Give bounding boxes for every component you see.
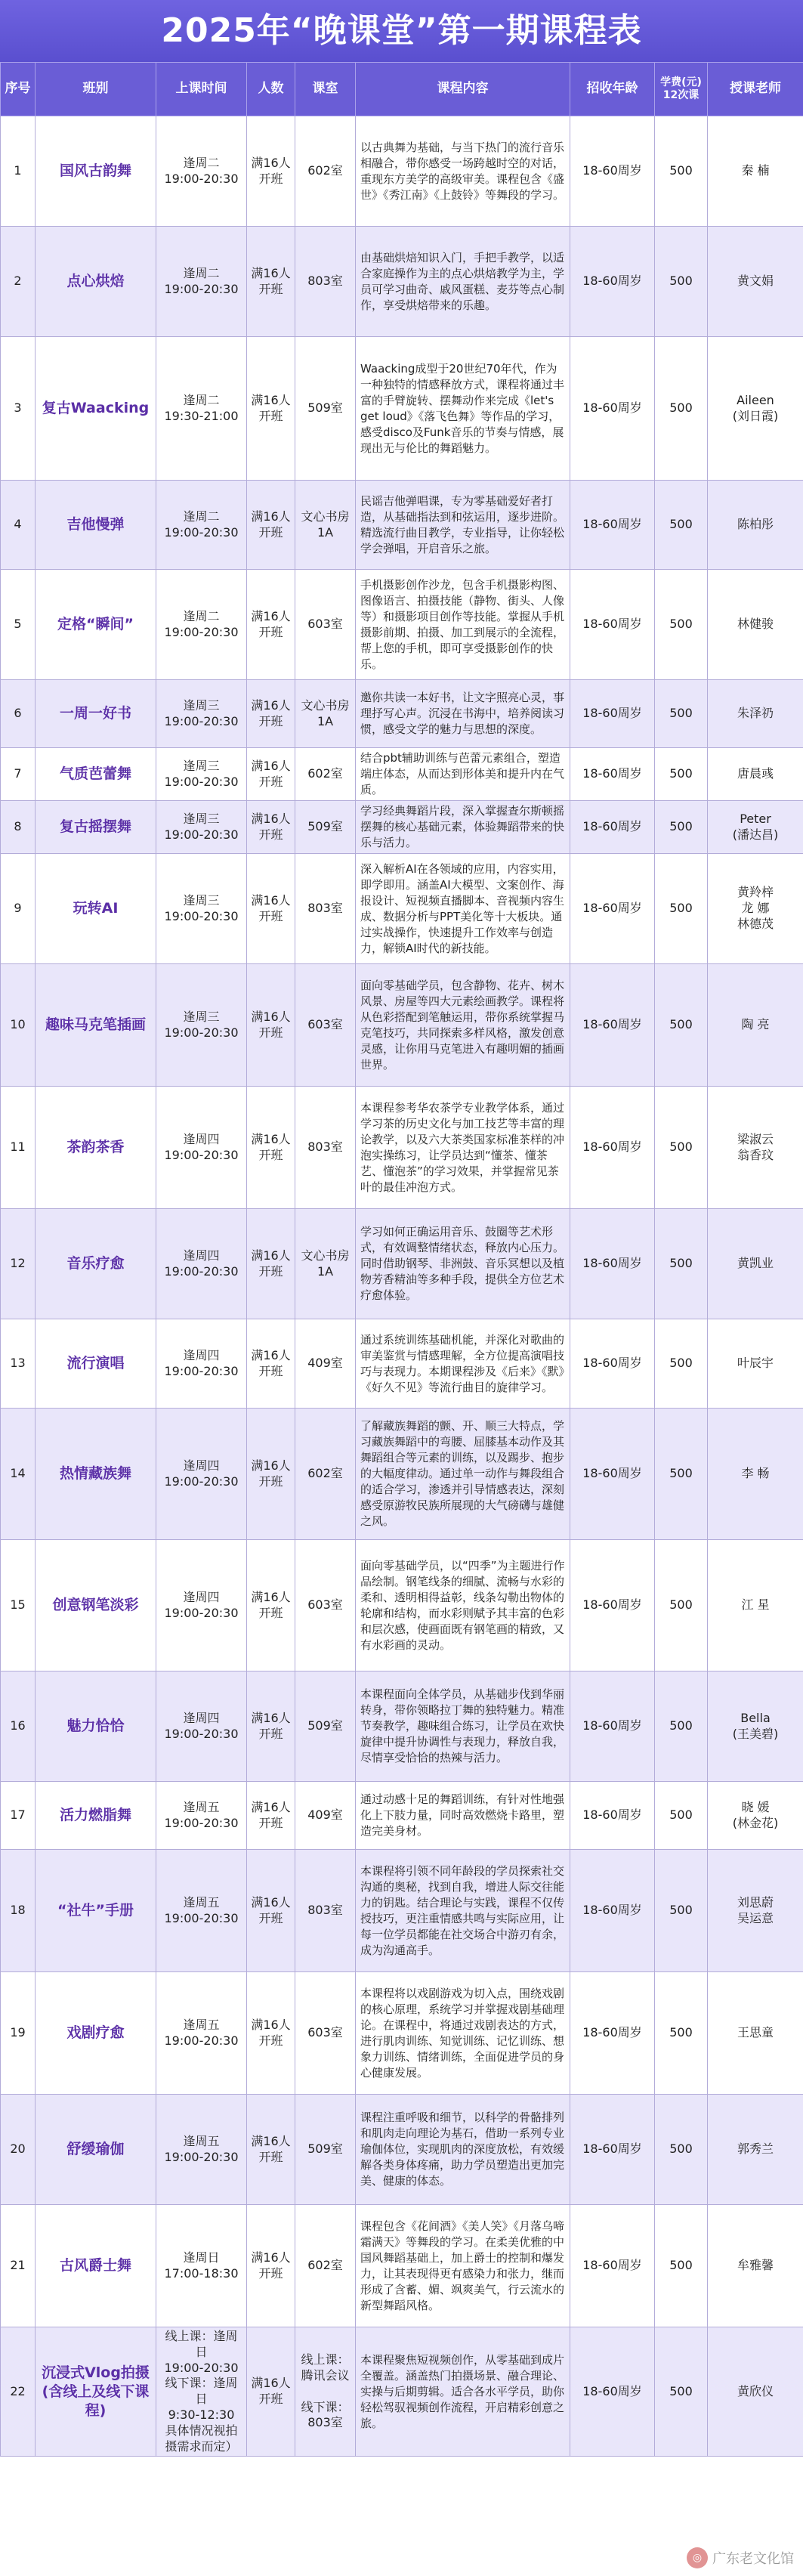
table-row bbox=[1, 337, 803, 481]
table-row bbox=[1, 748, 803, 801]
class-age: 18-60周岁 bbox=[570, 337, 655, 481]
class-capacity: 满16人 开班 bbox=[247, 570, 295, 680]
class-room: 602室 bbox=[295, 1409, 356, 1540]
class-content: 课程包含《花间酒》《美人笑》《月落乌啼霜满天》等舞段的学习。在柔美优雅的中国风舞蹈基础上，加上爵士的控制和爆发力，让其表现得更有感染力和张力，继而形成了含蓄、媚、飒爽美气，行云流水的新型舞蹈风格。 bbox=[356, 2205, 570, 2327]
class-age: 18-60周岁 bbox=[570, 1850, 655, 1972]
class-room: 509室 bbox=[295, 801, 356, 854]
class-name: 复古Waacking bbox=[36, 337, 156, 481]
table-row bbox=[1, 2095, 803, 2205]
class-time: 逢周四 19:00-20:30 bbox=[156, 1540, 247, 1671]
class-fee: 500 bbox=[655, 1319, 708, 1409]
watermark-logo-icon: ◎ bbox=[687, 2547, 708, 2568]
class-name: 一周一好书 bbox=[36, 680, 156, 748]
class-name: 沉浸式Vlog拍摄 (含线上及线下课程) bbox=[36, 2327, 156, 2457]
class-capacity: 满16人 开班 bbox=[247, 2205, 295, 2327]
class-room: 409室 bbox=[295, 1782, 356, 1850]
class-teacher: 陶 亮 bbox=[708, 964, 803, 1087]
class-time: 逢周四 19:00-20:30 bbox=[156, 1409, 247, 1540]
class-name: 趣味马克笔插画 bbox=[36, 964, 156, 1087]
class-content: 结合pbt辅助训练与芭蕾元素组合，塑造端庄体态，从而达到形体美和提升内在气质。 bbox=[356, 748, 570, 801]
class-age: 18-60周岁 bbox=[570, 1087, 655, 1209]
class-time: 逢周五 19:00-20:30 bbox=[156, 1850, 247, 1972]
row-number: 15 bbox=[1, 1540, 36, 1671]
class-teacher: 林健骏 bbox=[708, 570, 803, 680]
class-teacher: 秦 楠 bbox=[708, 116, 803, 227]
class-teacher: 朱泽礽 bbox=[708, 680, 803, 748]
class-capacity: 满16人 开班 bbox=[247, 1782, 295, 1850]
row-number: 9 bbox=[1, 854, 36, 964]
row-number: 6 bbox=[1, 680, 36, 748]
header-content: 课程内容 bbox=[356, 63, 570, 116]
class-content: 民谣吉他弹唱课，专为零基础爱好者打造，从基础指法到和弦运用，逐步进阶。精选流行曲目教学，专业指导，让你轻松学会弹唱，开启音乐之旅。 bbox=[356, 481, 570, 570]
class-age: 18-60周岁 bbox=[570, 748, 655, 801]
class-fee: 500 bbox=[655, 680, 708, 748]
class-fee: 500 bbox=[655, 227, 708, 337]
class-time: 逢周二 19:00-20:30 bbox=[156, 227, 247, 337]
class-capacity: 满16人 开班 bbox=[247, 1972, 295, 2095]
class-content: 面向零基础学员，以“四季”为主题进行作品绘制。钢笔线条的细腻、流畅与水彩的柔和、透明相得益彰，线条勾勒出物体的轮廓和结构，而水彩则赋予其丰富的色彩和层次感，使画面既有钢笔画的精致，又有水彩画的灵动。 bbox=[356, 1540, 570, 1671]
row-number: 22 bbox=[1, 2327, 36, 2457]
class-room: 603室 bbox=[295, 570, 356, 680]
class-name: 复古摇摆舞 bbox=[36, 801, 156, 854]
row-number: 16 bbox=[1, 1671, 36, 1782]
class-fee: 500 bbox=[655, 337, 708, 481]
class-name: 舒缓瑜伽 bbox=[36, 2095, 156, 2205]
class-teacher: 陈柏彤 bbox=[708, 481, 803, 570]
class-capacity: 满16人 开班 bbox=[247, 1850, 295, 1972]
row-number: 7 bbox=[1, 748, 36, 801]
class-age: 18-60周岁 bbox=[570, 1319, 655, 1409]
class-time: 逢周二 19:00-20:30 bbox=[156, 481, 247, 570]
class-room: 文心书房 1A bbox=[295, 1209, 356, 1319]
class-capacity: 满16人 开班 bbox=[247, 2327, 295, 2457]
table-row bbox=[1, 1782, 803, 1850]
class-capacity: 满16人 开班 bbox=[247, 1209, 295, 1319]
row-number: 5 bbox=[1, 570, 36, 680]
class-age: 18-60周岁 bbox=[570, 1782, 655, 1850]
class-room: 803室 bbox=[295, 227, 356, 337]
class-time: 逢周三 19:00-20:30 bbox=[156, 801, 247, 854]
class-room: 803室 bbox=[295, 854, 356, 964]
class-age: 18-60周岁 bbox=[570, 2327, 655, 2457]
class-content: 通过系统训练基础机能，并深化对歌曲的审美鉴赏与情感理解，全方位提高演唱技巧与表现力。本期课程涉及《后来》《默》《好久不见》等流行曲目的旋律学习。 bbox=[356, 1319, 570, 1409]
class-age: 18-60周岁 bbox=[570, 964, 655, 1087]
row-number: 10 bbox=[1, 964, 36, 1087]
class-fee: 500 bbox=[655, 2205, 708, 2327]
class-capacity: 满16人 开班 bbox=[247, 854, 295, 964]
class-content: 学习如何正确运用音乐、鼓圈等艺术形式，有效调整情绪状态，释放内心压力。同时借助钢琴、非洲鼓、音乐冥想以及植物芳香精油等多种手段，提供全方位艺术疗愈体验。 bbox=[356, 1209, 570, 1319]
class-room: 509室 bbox=[295, 337, 356, 481]
class-capacity: 满16人 开班 bbox=[247, 1319, 295, 1409]
class-teacher: 李 畅 bbox=[708, 1409, 803, 1540]
class-teacher: 唐晨彧 bbox=[708, 748, 803, 801]
class-time: 逢周二 19:30-21:00 bbox=[156, 337, 247, 481]
class-fee: 500 bbox=[655, 2095, 708, 2205]
class-content: 本课程将以戏剧游戏为切入点，围绕戏剧的核心原理，系统学习并掌握戏剧基础理论。在课程中，将通过戏剧表达的方式，进行肌肉训练、知觉训练、记忆训练、想象力训练、情绪训练，全面促进学员的身心健康发展。 bbox=[356, 1972, 570, 2095]
row-number: 8 bbox=[1, 801, 36, 854]
class-age: 18-60周岁 bbox=[570, 801, 655, 854]
class-content: 学习经典舞蹈片段，深入掌握查尔斯顿摇摆舞的核心基础元素，体验舞蹈带来的快乐与活力。 bbox=[356, 801, 570, 854]
row-number: 21 bbox=[1, 2205, 36, 2327]
header-no: 序号 bbox=[1, 63, 36, 116]
table-row bbox=[1, 1972, 803, 2095]
class-time: 逢周三 19:00-20:30 bbox=[156, 748, 247, 801]
table-row bbox=[1, 1850, 803, 1972]
class-capacity: 满16人 开班 bbox=[247, 801, 295, 854]
class-teacher: Peter (潘达昌) bbox=[708, 801, 803, 854]
class-room: 409室 bbox=[295, 1319, 356, 1409]
class-capacity: 满16人 开班 bbox=[247, 337, 295, 481]
class-name: 活力燃脂舞 bbox=[36, 1782, 156, 1850]
class-age: 18-60周岁 bbox=[570, 1540, 655, 1671]
class-room: 803室 bbox=[295, 1850, 356, 1972]
class-age: 18-60周岁 bbox=[570, 227, 655, 337]
class-room: 603室 bbox=[295, 1972, 356, 2095]
class-time: 线上课：逢周日 19:00-20:30 线下课：逢周日 9:30-12:30 具体情况视拍摄需求而定） bbox=[156, 2327, 247, 2457]
class-name: 魅力恰恰 bbox=[36, 1671, 156, 1782]
class-age: 18-60周岁 bbox=[570, 2095, 655, 2205]
header-capacity: 人数 bbox=[247, 63, 295, 116]
header-teacher: 授课老师 bbox=[708, 63, 803, 116]
row-number: 13 bbox=[1, 1319, 36, 1409]
class-teacher: 晓 媛 (林金花) bbox=[708, 1782, 803, 1850]
table-row bbox=[1, 1319, 803, 1409]
table-row bbox=[1, 801, 803, 854]
class-name: 点心烘焙 bbox=[36, 227, 156, 337]
schedule-body bbox=[1, 116, 803, 2457]
class-name: 音乐疗愈 bbox=[36, 1209, 156, 1319]
class-name: 气质芭蕾舞 bbox=[36, 748, 156, 801]
row-number: 12 bbox=[1, 1209, 36, 1319]
header-age: 招收年龄 bbox=[570, 63, 655, 116]
class-fee: 500 bbox=[655, 570, 708, 680]
header-row bbox=[1, 63, 803, 116]
class-room: 文心书房 1A bbox=[295, 680, 356, 748]
class-teacher: Aileen (刘日霞) bbox=[708, 337, 803, 481]
class-fee: 500 bbox=[655, 2327, 708, 2457]
class-content: 通过动感十足的舞蹈训练，有针对性地强化上下肢力量，同时高效燃烧卡路里，塑造完美身材。 bbox=[356, 1782, 570, 1850]
class-name: 戏剧疗愈 bbox=[36, 1972, 156, 2095]
class-time: 逢周四 19:00-20:30 bbox=[156, 1087, 247, 1209]
watermark bbox=[687, 2547, 794, 2568]
class-content: 深入解析AI在各领域的应用，内容实用，即学即用。涵盖AI大模型、文案创作、海报设计、短视频直播脚本、音视频内容生成、数据分析与PPT美化等十大板块。通过实战操作，快速提升工作效率与创造力，解锁AI时代的新技能。 bbox=[356, 854, 570, 964]
class-age: 18-60周岁 bbox=[570, 2205, 655, 2327]
class-room: 线上课： 腾讯会议 线下课：803室 bbox=[295, 2327, 356, 2457]
class-capacity: 满16人 开班 bbox=[247, 481, 295, 570]
class-teacher: 黄羚梓 龙 娜 林德茂 bbox=[708, 854, 803, 964]
page-title: 2025年“晚课堂”第一期课程表 bbox=[0, 0, 803, 62]
class-fee: 500 bbox=[655, 116, 708, 227]
class-age: 18-60周岁 bbox=[570, 570, 655, 680]
class-teacher: 黄欣仪 bbox=[708, 2327, 803, 2457]
class-fee: 500 bbox=[655, 801, 708, 854]
class-room: 603室 bbox=[295, 1540, 356, 1671]
class-teacher: 牟雅馨 bbox=[708, 2205, 803, 2327]
row-number: 18 bbox=[1, 1850, 36, 1972]
table-row bbox=[1, 680, 803, 748]
row-number: 2 bbox=[1, 227, 36, 337]
class-name: 创意钢笔淡彩 bbox=[36, 1540, 156, 1671]
class-content: 了解藏族舞蹈的颤、开、顺三大特点，学习藏族舞蹈中的弯腰、屈膝基本动作及其舞蹈组合等元素的训练，以及踢步、抱步的大幅度律动。通过单一动作与舞段组合的适合学习，渗透并引导情感表达，深刻感受原游牧民族所展现的大气磅礴与雄健之风。 bbox=[356, 1409, 570, 1540]
row-number: 4 bbox=[1, 481, 36, 570]
class-capacity: 满16人 开班 bbox=[247, 964, 295, 1087]
class-teacher: 梁淑云 翁香玟 bbox=[708, 1087, 803, 1209]
class-teacher: 叶辰宇 bbox=[708, 1319, 803, 1409]
class-name: 定格“瞬间” bbox=[36, 570, 156, 680]
class-room: 文心书房 1A bbox=[295, 481, 356, 570]
class-time: 逢周日 17:00-18:30 bbox=[156, 2205, 247, 2327]
class-age: 18-60周岁 bbox=[570, 680, 655, 748]
row-number: 11 bbox=[1, 1087, 36, 1209]
class-time: 逢周四 19:00-20:30 bbox=[156, 1209, 247, 1319]
class-fee: 500 bbox=[655, 1540, 708, 1671]
class-content: 本课程聚焦短视频创作，从零基础到成片全覆盖。涵盖热门拍摄场景、融合理论、实操与后期剪辑。适合各水平学员，助你轻松驾驭视频创作流程，开启精彩创意之旅。 bbox=[356, 2327, 570, 2457]
class-name: 热情藏族舞 bbox=[36, 1409, 156, 1540]
table-row bbox=[1, 116, 803, 227]
class-fee: 500 bbox=[655, 1972, 708, 2095]
class-content: 邀你共读一本好书，让文字照亮心灵，事理抒写心声。沉浸在书海中，培养阅读习惯，感受文学的魅力与思想的深度。 bbox=[356, 680, 570, 748]
class-age: 18-60周岁 bbox=[570, 1409, 655, 1540]
class-fee: 500 bbox=[655, 481, 708, 570]
class-capacity: 满16人 开班 bbox=[247, 116, 295, 227]
class-fee: 500 bbox=[655, 1087, 708, 1209]
class-time: 逢周二 19:00-20:30 bbox=[156, 116, 247, 227]
class-capacity: 满16人 开班 bbox=[247, 1087, 295, 1209]
class-age: 18-60周岁 bbox=[570, 116, 655, 227]
class-room: 602室 bbox=[295, 748, 356, 801]
header-time: 上课时间 bbox=[156, 63, 247, 116]
class-content: 以古典舞为基础，与当下热门的流行音乐相融合，带你感受一场跨越时空的对话，重现东方美学的高级审美。课程包含《盛世》《秀江南》《上鼓铃》等舞段的学习。 bbox=[356, 116, 570, 227]
table-row bbox=[1, 1209, 803, 1319]
class-capacity: 满16人 开班 bbox=[247, 227, 295, 337]
table-row bbox=[1, 1409, 803, 1540]
class-fee: 500 bbox=[655, 748, 708, 801]
class-time: 逢周五 19:00-20:30 bbox=[156, 2095, 247, 2205]
class-age: 18-60周岁 bbox=[570, 1209, 655, 1319]
row-number: 14 bbox=[1, 1409, 36, 1540]
row-number: 1 bbox=[1, 116, 36, 227]
class-content: 本课程参考华农茶学专业教学体系，通过学习茶的历史文化与加工技艺等丰富的理论教学，以及六大茶类国家标准茶样的冲泡实操练习，让学员达到“懂茶、懂茶艺、懂泡茶”的学习效果，并掌握常见茶叶的最佳冲泡方式。 bbox=[356, 1087, 570, 1209]
header-class: 班别 bbox=[36, 63, 156, 116]
class-fee: 500 bbox=[655, 1850, 708, 1972]
class-content: 面向零基础学员，包含静物、花卉、树木风景、房屋等四大元素绘画教学。课程将从色彩搭配到笔触运用，带你系统掌握马克笔技巧，共同探索多样风格，激发创意灵感，让你用马克笔进入有趣明媚的插画世界。 bbox=[356, 964, 570, 1087]
class-name: 吉他慢弹 bbox=[36, 481, 156, 570]
table-row bbox=[1, 2327, 803, 2457]
schedule-table bbox=[0, 62, 803, 2457]
class-teacher: Bella (王美碧) bbox=[708, 1671, 803, 1782]
watermark-text: 广东老文化馆 bbox=[712, 2551, 794, 2567]
class-fee: 500 bbox=[655, 1671, 708, 1782]
class-teacher: 黄凯业 bbox=[708, 1209, 803, 1319]
table-row bbox=[1, 2205, 803, 2327]
class-room: 509室 bbox=[295, 1671, 356, 1782]
class-teacher: 郭秀兰 bbox=[708, 2095, 803, 2205]
table-row bbox=[1, 1671, 803, 1782]
table-row bbox=[1, 854, 803, 964]
class-content: 本课程面向全体学员，从基础步伐到华丽转身，带你领略拉丁舞的独特魅力。精准节奏教学，趣味组合练习，让学员在欢快旋律中提升协调性与表现力，释放自我，尽情享受恰恰的热辣与活力。 bbox=[356, 1671, 570, 1782]
class-name: 流行演唱 bbox=[36, 1319, 156, 1409]
class-content: 本课程将引领不同年龄段的学员探索社交沟通的奥秘，找到自我，增进人际交往能力的钥匙。结合理论与实践，课程不仅传授技巧，更注重情感共鸣与实际应用，让每一位学员都能在社交场合中游刃有余，成为沟通高手。 bbox=[356, 1850, 570, 1972]
class-name: 茶韵茶香 bbox=[36, 1087, 156, 1209]
class-teacher: 黄文娟 bbox=[708, 227, 803, 337]
class-time: 逢周五 19:00-20:30 bbox=[156, 1782, 247, 1850]
row-number: 20 bbox=[1, 2095, 36, 2205]
class-age: 18-60周岁 bbox=[570, 481, 655, 570]
class-fee: 500 bbox=[655, 854, 708, 964]
table-row bbox=[1, 481, 803, 570]
class-fee: 500 bbox=[655, 1209, 708, 1319]
class-fee: 500 bbox=[655, 1409, 708, 1540]
table-row bbox=[1, 227, 803, 337]
table-row bbox=[1, 1087, 803, 1209]
class-age: 18-60周岁 bbox=[570, 1671, 655, 1782]
class-room: 603室 bbox=[295, 964, 356, 1087]
header-room: 课室 bbox=[295, 63, 356, 116]
class-teacher: 刘思蔚 吴运意 bbox=[708, 1850, 803, 1972]
class-room: 803室 bbox=[295, 1087, 356, 1209]
class-age: 18-60周岁 bbox=[570, 1972, 655, 2095]
class-fee: 500 bbox=[655, 1782, 708, 1850]
class-content: 手机摄影创作沙龙，包含手机摄影构图、图像语言、拍摄技能（静物、街头、人像等）和摄影项目创作等技能。掌握从手机摄影前期、拍摄、加工到展示的全流程，帮上您的手机，即可享受摄影创作的快乐。 bbox=[356, 570, 570, 680]
class-name: “社牛”手册 bbox=[36, 1850, 156, 1972]
table-row bbox=[1, 570, 803, 680]
class-teacher: 江 星 bbox=[708, 1540, 803, 1671]
class-fee: 500 bbox=[655, 964, 708, 1087]
class-time: 逢周三 19:00-20:30 bbox=[156, 964, 247, 1087]
class-age: 18-60周岁 bbox=[570, 854, 655, 964]
table-row bbox=[1, 964, 803, 1087]
class-capacity: 满16人 开班 bbox=[247, 2095, 295, 2205]
class-room: 509室 bbox=[295, 2095, 356, 2205]
class-capacity: 满16人 开班 bbox=[247, 680, 295, 748]
class-capacity: 满16人 开班 bbox=[247, 1671, 295, 1782]
class-time: 逢周三 19:00-20:30 bbox=[156, 854, 247, 964]
class-capacity: 满16人 开班 bbox=[247, 1540, 295, 1671]
class-content: Waacking成型于20世纪70年代，作为一种独特的情感释放方式，课程将通过丰富的手臂旋转、摆舞动作来完成《let's get loud》《落飞色舞》等作品的学习，感受disco及Funk音乐的节奏与情感，展现出无与伦比的舞蹈魅力。 bbox=[356, 337, 570, 481]
class-time: 逢周五 19:00-20:30 bbox=[156, 1972, 247, 2095]
header-fee: 学费(元) 12次课 bbox=[655, 63, 708, 116]
table-row bbox=[1, 1540, 803, 1671]
class-time: 逢周四 19:00-20:30 bbox=[156, 1671, 247, 1782]
class-time: 逢周四 19:00-20:30 bbox=[156, 1319, 247, 1409]
class-room: 602室 bbox=[295, 2205, 356, 2327]
class-teacher: 王思童 bbox=[708, 1972, 803, 2095]
class-name: 玩转AI bbox=[36, 854, 156, 964]
class-name: 古风爵士舞 bbox=[36, 2205, 156, 2327]
row-number: 19 bbox=[1, 1972, 36, 2095]
class-name: 国风古韵舞 bbox=[36, 116, 156, 227]
class-capacity: 满16人 开班 bbox=[247, 748, 295, 801]
class-content: 由基础烘焙知识入门，手把手教学，以适合家庭操作为主的点心烘焙教学为主，学员可学习曲奇、戚风蛋糕、麦芬等点心制作，享受烘焙带来的乐趣。 bbox=[356, 227, 570, 337]
class-room: 602室 bbox=[295, 116, 356, 227]
class-time: 逢周二 19:00-20:30 bbox=[156, 570, 247, 680]
class-time: 逢周三 19:00-20:30 bbox=[156, 680, 247, 748]
class-capacity: 满16人 开班 bbox=[247, 1409, 295, 1540]
class-content: 课程注重呼吸和细节，以科学的骨骼排列和肌肉走向理论为基石，借助一系列专业瑜伽体位，实现肌肉的深度放松，有效缓解各类身体疼痛，助力学员塑造出更加完美、健康的体态。 bbox=[356, 2095, 570, 2205]
row-number: 3 bbox=[1, 337, 36, 481]
row-number: 17 bbox=[1, 1782, 36, 1850]
